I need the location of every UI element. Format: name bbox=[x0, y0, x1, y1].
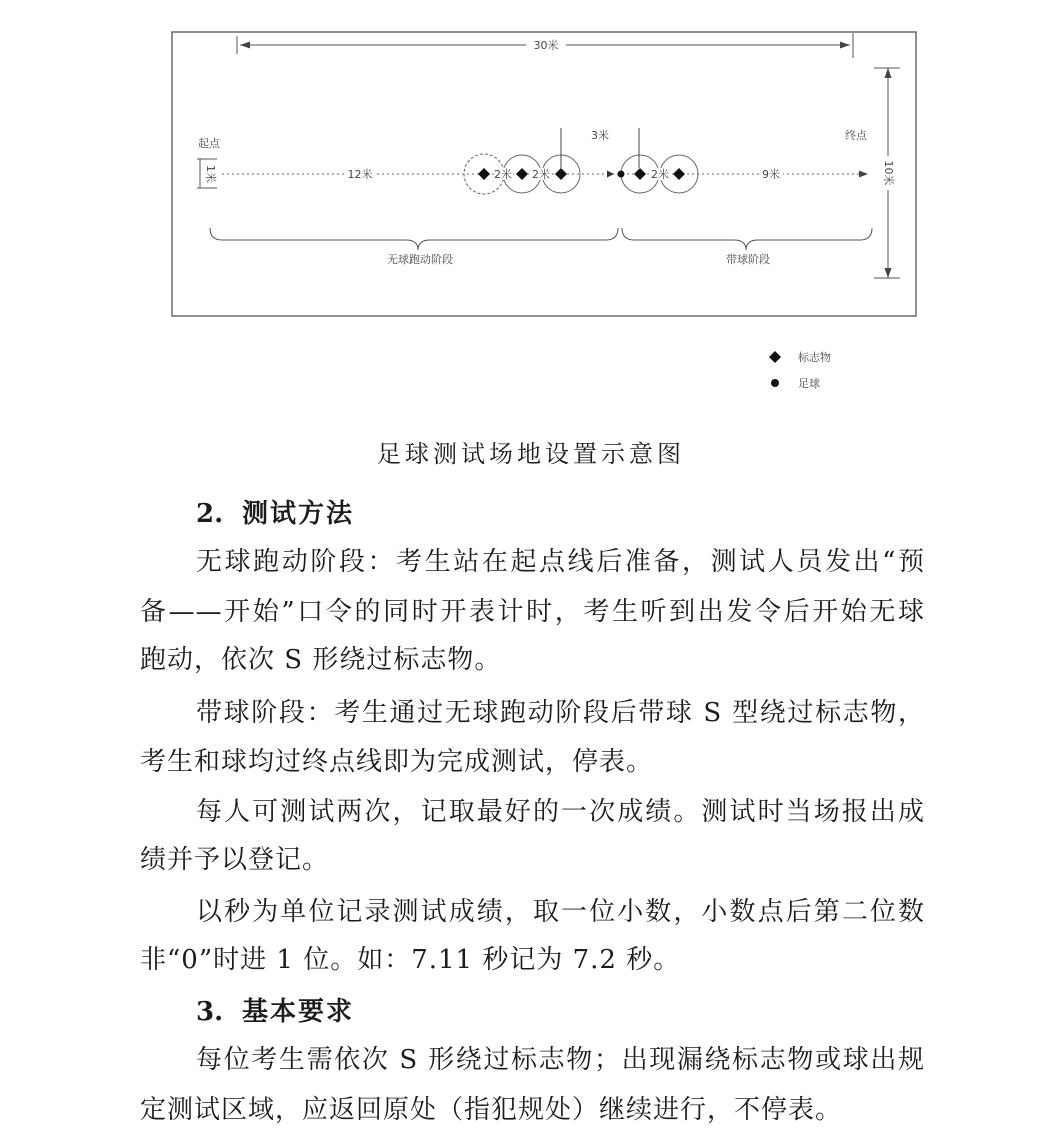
paragraph-line: 以秒为单位记录测试成绩，取一位小数，小数点后第二位数 bbox=[196, 897, 925, 927]
football-dot bbox=[618, 171, 625, 178]
paragraph-line: 定测试区域，应返回原处（指犯规处）继续进行，不停表。 bbox=[140, 1095, 843, 1125]
legend-marker-icon bbox=[769, 351, 781, 363]
paragraph-line: 带球阶段：考生通过无球跑动阶段后带球 S 型绕过标志物， bbox=[196, 698, 925, 728]
paragraph-line: 非“0”时进 1 位。如：7.11 秒记为 7.2 秒。 bbox=[140, 945, 681, 975]
finish-label: 终点 bbox=[845, 129, 867, 142]
paragraph-line: 跑动，依次 S 形绕过标志物。 bbox=[140, 645, 502, 675]
start-width-label: 1米 bbox=[204, 165, 217, 183]
finish-distance-label: 9米 bbox=[762, 168, 780, 181]
paragraph-line: 每人可测试两次，记取最好的一次成绩。测试时当场报出成 bbox=[196, 797, 925, 827]
section-heading bbox=[196, 497, 354, 531]
section-number: 2. bbox=[196, 499, 224, 529]
paragraph-line: 每位考生需依次 S 形绕过标志物；出现漏绕标志物或球出规 bbox=[196, 1045, 925, 1075]
paragraph-line: 无球跑动阶段：考生站在起点线后准备，测试人员发出“预 bbox=[196, 547, 925, 577]
phase-2-label: 带球阶段 bbox=[726, 253, 770, 266]
figure-caption: 足球测试场地设置示意图 bbox=[377, 440, 685, 468]
length-label: 30米 bbox=[533, 39, 559, 52]
field-setup-diagram bbox=[0, 0, 1062, 400]
phase-1-label: 无球跑动阶段 bbox=[387, 253, 453, 266]
legend-ball-icon bbox=[771, 379, 779, 387]
paragraph-line: 考生和球均过终点线即为完成测试，停表。 bbox=[140, 747, 654, 777]
legend-ball-label: 足球 bbox=[798, 377, 820, 390]
spacing-label: 2米 bbox=[651, 168, 669, 181]
section-heading bbox=[196, 995, 354, 1029]
width-label: 10米 bbox=[882, 160, 895, 186]
spacing-label: 2米 bbox=[494, 168, 512, 181]
start-label: 起点 bbox=[198, 137, 220, 150]
section-number: 3. bbox=[196, 997, 224, 1027]
legend-marker-label: 标志物 bbox=[798, 351, 831, 364]
section-title: 基本要求 bbox=[242, 997, 355, 1027]
paragraph-line: 绩并予以登记。 bbox=[140, 845, 330, 875]
spacing-label: 2米 bbox=[532, 168, 550, 181]
gap-label: 3米 bbox=[591, 129, 609, 142]
section-title: 测试方法 bbox=[242, 499, 355, 529]
run-distance-label: 12米 bbox=[347, 168, 373, 181]
paragraph-line: 备——开始”口令的同时开表计时，考生听到出发令后开始无球 bbox=[140, 597, 925, 627]
